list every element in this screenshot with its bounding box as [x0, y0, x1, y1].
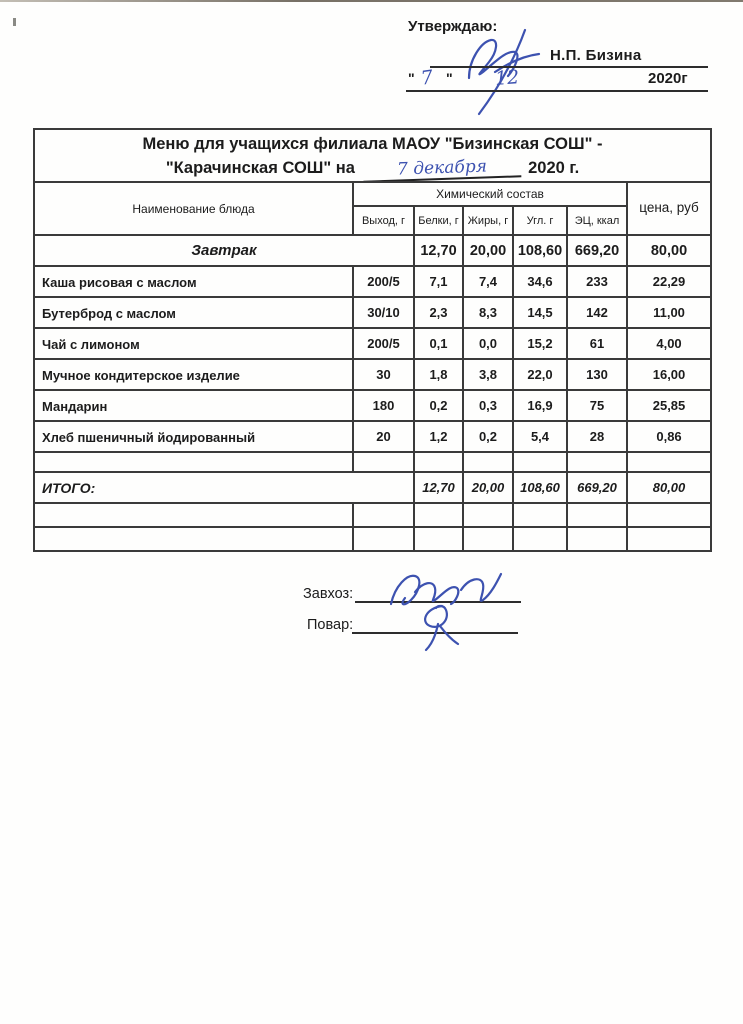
cell-price: 4,00: [627, 328, 711, 359]
cell-ec: 669,20: [567, 472, 627, 503]
zavhoz-label: Завхоз:: [303, 586, 354, 602]
cell-ec: 28: [567, 421, 627, 452]
cell-vyhod: 20: [353, 421, 414, 452]
header-row-1: [34, 182, 711, 206]
cell-zhiry: 0,3: [463, 390, 513, 421]
empty-cell: [567, 503, 627, 527]
approver-name: Н.П. Бизина: [550, 47, 642, 64]
signature-line-bottom: [406, 90, 708, 92]
col-header-chem: Химический состав: [353, 182, 627, 206]
cell-belki: 2,3: [414, 297, 463, 328]
cell-belki: 0,2: [414, 390, 463, 421]
dish-name: Хлеб пшеничный йодированный: [34, 421, 353, 452]
year-label: 2020г: [648, 70, 688, 87]
col-header-ugl: Угл. г: [513, 206, 567, 235]
signature-line-top: [430, 66, 708, 68]
empty-cell: [34, 503, 353, 527]
empty-cell: [627, 452, 711, 472]
cell-ec: 142: [567, 297, 627, 328]
dish-name: Мучное кондитерское изделие: [34, 359, 353, 390]
menu-title-line2: [39, 156, 706, 180]
povar-label: Повар:: [307, 617, 354, 633]
cell-price: 80,00: [627, 235, 711, 266]
cell-price: 22,29: [627, 266, 711, 297]
cell-vyhod: 200/5: [353, 266, 414, 297]
col-header-price: цена, руб: [627, 182, 711, 235]
cell-belki: 7,1: [414, 266, 463, 297]
cell-price: 16,00: [627, 359, 711, 390]
date-quote-open: ": [408, 70, 415, 86]
dish-row: [34, 328, 711, 359]
empty-cell: [463, 527, 513, 551]
cell-belki: 12,70: [414, 235, 463, 266]
total-label: ИТОГО:: [34, 472, 414, 503]
empty-cell: [353, 503, 414, 527]
cell-belki: 0,1: [414, 328, 463, 359]
menu-title-line2-suffix: 2020 г.: [528, 159, 580, 178]
dish-row: [34, 297, 711, 328]
footer-signatures: [0, 580, 743, 670]
empty-cell: [414, 452, 463, 472]
povar-signature: [408, 600, 468, 652]
cell-zhiry: 20,00: [463, 472, 513, 503]
handwritten-date: 7 декабря: [362, 153, 521, 182]
cell-zhiry: 3,8: [463, 359, 513, 390]
cell-ugl: 15,2: [513, 328, 567, 359]
meal-row-zavtrak: [34, 235, 711, 266]
menu-title-line1: Меню для учащихся филиала МАОУ "Бизинская СОШ" -: [142, 135, 603, 153]
dish-row: [34, 421, 711, 452]
cell-zhiry: 0,0: [463, 328, 513, 359]
scan-edge-artifact: [0, 0, 743, 2]
cell-zhiry: 0,2: [463, 421, 513, 452]
empty-cell: [34, 527, 353, 551]
handwritten-day: 7: [419, 66, 435, 90]
title-row: [34, 129, 711, 182]
dish-name: Мандарин: [34, 390, 353, 421]
cell-price: 11,00: [627, 297, 711, 328]
cell-zhiry: 8,3: [463, 297, 513, 328]
dish-name: Бутерброд с маслом: [34, 297, 353, 328]
empty-cell: [513, 452, 567, 472]
col-header-dish: Наименование блюда: [34, 182, 353, 235]
dish-row: [34, 390, 711, 421]
empty-cell: [627, 503, 711, 527]
cell-zhiry: 20,00: [463, 235, 513, 266]
empty-row: [34, 503, 711, 527]
empty-cell: [513, 527, 567, 551]
menu-title: [34, 129, 711, 182]
cell-ec: 61: [567, 328, 627, 359]
cell-ec: 233: [567, 266, 627, 297]
empty-cell: [34, 452, 353, 472]
empty-cell: [353, 527, 414, 551]
cell-ugl: 16,9: [513, 390, 567, 421]
col-header-vyhod: Выход, г: [353, 206, 414, 235]
cell-vyhod: 200/5: [353, 328, 414, 359]
col-header-ec: ЭЦ, ккал: [567, 206, 627, 235]
empty-cell: [513, 503, 567, 527]
cell-ugl: 5,4: [513, 421, 567, 452]
dish-name: Каша рисовая с маслом: [34, 266, 353, 297]
cell-vyhod: 30: [353, 359, 414, 390]
empty-cell: [463, 503, 513, 527]
cell-vyhod: 180: [353, 390, 414, 421]
cell-belki: 12,70: [414, 472, 463, 503]
cell-ugl: 22,0: [513, 359, 567, 390]
empty-cell: [627, 527, 711, 551]
empty-row: [34, 527, 711, 551]
dish-row: [34, 266, 711, 297]
cell-belki: 1,8: [414, 359, 463, 390]
meal-name: Завтрак: [34, 235, 414, 266]
cell-ugl: 34,6: [513, 266, 567, 297]
cell-price: 25,85: [627, 390, 711, 421]
empty-row: [34, 452, 711, 472]
col-header-zhiry: Жиры, г: [463, 206, 513, 235]
empty-cell: [567, 452, 627, 472]
cell-ugl: 14,5: [513, 297, 567, 328]
handwritten-month: 12: [494, 66, 520, 90]
dish-row: [34, 359, 711, 390]
cell-ec: 130: [567, 359, 627, 390]
empty-cell: [463, 452, 513, 472]
cell-ugl: 108,60: [513, 472, 567, 503]
cell-vyhod: 30/10: [353, 297, 414, 328]
scan-speck: [13, 18, 16, 26]
empty-cell: [414, 503, 463, 527]
cell-zhiry: 7,4: [463, 266, 513, 297]
cell-price: 80,00: [627, 472, 711, 503]
cell-ec: 669,20: [567, 235, 627, 266]
cell-ugl: 108,60: [513, 235, 567, 266]
cell-ec: 75: [567, 390, 627, 421]
dish-name: Чай с лимоном: [34, 328, 353, 359]
menu-title-line2-prefix: "Карачинская СОШ" на: [165, 159, 355, 178]
empty-cell: [414, 527, 463, 551]
approve-label: Утверждаю:: [408, 18, 498, 35]
col-header-belki: Белки, г: [414, 206, 463, 235]
menu-table: [33, 128, 712, 552]
empty-cell: [567, 527, 627, 551]
date-quote-close: ": [446, 70, 453, 86]
empty-cell: [353, 452, 414, 472]
cell-price: 0,86: [627, 421, 711, 452]
cell-belki: 1,2: [414, 421, 463, 452]
total-row: [34, 472, 711, 503]
